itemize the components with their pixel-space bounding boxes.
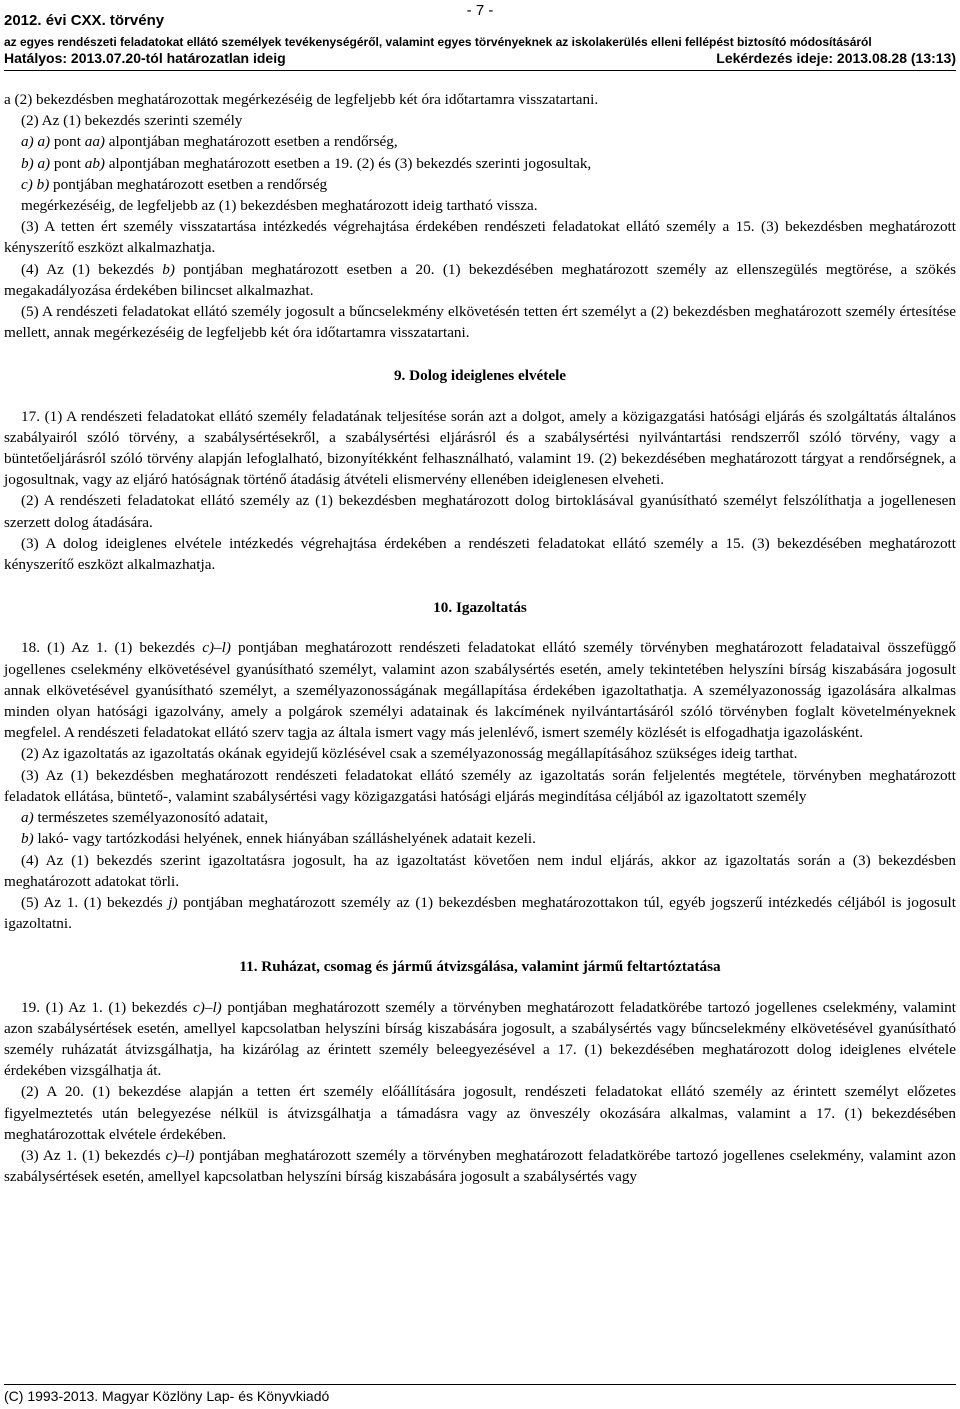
text-run: természetes személyazonosító adatait, xyxy=(33,809,269,827)
paragraph: (3) A tetten ért személy visszatartása intézkedés végrehajtása érdekében rendészeti feladatokat ellátó személy a 15. (3) bekezdésben meghatározott kényszerítő eszközt alkalmazhatja. xyxy=(4,218,956,257)
text-run: (3) Az 1. (1) bekezdés xyxy=(21,1146,166,1164)
paragraph xyxy=(4,1145,956,1187)
paragraph xyxy=(4,892,956,934)
list-item xyxy=(4,153,956,174)
item-marker: b) xyxy=(162,260,175,278)
text-run: pont xyxy=(50,154,85,172)
item-marker: j) xyxy=(168,893,178,911)
effective-date: Hatályos: 2013.07.20-tól határozatlan ideig xyxy=(4,50,286,66)
item-marker: c) b) xyxy=(21,175,50,193)
item-marker: a) a) xyxy=(21,133,51,151)
text-run: alpontjában meghatározott esetben a 19. (2) és (3) bekezdés szerinti jogosultak, xyxy=(104,154,592,172)
paragraph: (2) Az (1) bekezdés szerinti személy xyxy=(21,112,243,130)
text-run: 18. (1) Az 1. (1) bekezdés xyxy=(21,639,203,657)
list-item xyxy=(4,828,956,849)
paragraph xyxy=(4,997,956,1082)
item-marker: c)–l) xyxy=(165,1146,195,1164)
item-marker: b) xyxy=(21,830,34,848)
paragraph: megérkezéséig, de legfeljebb az (1) bekezdésben meghatározott ideig tartható vissza. xyxy=(21,197,538,215)
spacer xyxy=(4,934,956,956)
paragraph: (2) Az igazoltatás az igazoltatás okának egyidejű közlésével csak a személyazonosság megállapításához szükséges ideig tarthat. xyxy=(21,745,798,763)
item-marker: b) a) xyxy=(21,154,51,172)
text-run: pontjában meghatározott esetben a 20. (1) bekezdésében meghatározott személy az ellenszegülés megtörése, a szökés megakadályozása érdekében bilincset alkalmazhat. xyxy=(4,260,956,299)
item-marker: ab) xyxy=(84,154,105,172)
law-title: 2012. évi CXX. törvény xyxy=(4,12,165,29)
paragraph: (2) A 20. (1) bekezdése alapján a tetten ért személy előállítására jogosult, rendészeti feladatokat ellátó személy az érintett személyt előzetes figyelmeztetés után belegyezése nélkül is átvizsgálhatja a támadásra vagy az önveszély okozására alkalmas, valamint a 17. (1) bekezdésében meghatározottak elvétele érdekében. xyxy=(4,1083,956,1143)
paragraph: (5) A rendészeti feladatokat ellátó személy jogosult a bűncselekmény elkövetésén tetten ért személyt a (2) bekezdésben meghatározott személy értesítése mellett, annak megérkezéséig de legfeljebb két óra időtartamra visszatartani. xyxy=(4,303,956,342)
header-rule xyxy=(4,70,956,71)
text-run: pontjában meghatározott személy az (1) bekezdésben meghatározottakon túl, egyéb jogszerű intézkedés céljából is jogosult igazoltatni. xyxy=(4,893,957,933)
text-run: pontjában meghatározott személy a törvényben meghatározott feladatkörébe tartozó jogellenes cselekmény, valamint azon szabálysértések esetén, amellyel kapcsolatban helyszíni bírság kiszabására jogosult, a szabálysértés vagy bűncselekmény elkövetésével gyanúsítható személy ruházatát átvizsgálhatja, ha kizárólag az érintett személy beleegyezésével a 17. (1) bekezdésében meghatározott dolog ideiglenes elvétele érdekében vizsgálhatja át. xyxy=(4,998,956,1080)
footer-rule xyxy=(4,1384,956,1385)
page-number: - 7 - xyxy=(466,2,494,19)
list-item xyxy=(4,807,956,828)
paragraph: a (2) bekezdésben meghatározottak megérkezéséig de legfeljebb két óra időtartamra visszatartani. xyxy=(4,91,599,108)
list-item xyxy=(4,174,956,195)
section-title: 9. Dolog ideiglenes elvétele xyxy=(393,367,567,385)
paragraph: (3) Az (1) bekezdésben meghatározott rendészeti feladatokat ellátó személy az igazoltatás során feljelentés megtétele, törvényben meghatározott feladatok ellátása, büntető-, valamint szabálysértési vagy közigazgatási hatósági eljárás megindítása céljából az igazoltatott személy xyxy=(4,766,956,805)
paragraph: 17. (1) A rendészeti feladatokat ellátó személy feladatának teljesítése során azt a dolgot, amely a közigazgatási hatósági eljárás és szolgáltatás általános szabályairól szóló törvény, a szabálysértésekről, a szabálysértési eljárásról és a szabálysértési nyilvántartási rendszerről szóló törvény, vagy a büntetőeljárásról szóló törvény alapján lefoglalható, bizonyítékként felhasználható, valamint 19. (2) bekezdésében meghatározott tárgyat a rendőrségnek, a jogosultnak, vagy az eljáró hatóságnak történő átadásig átvételi elismervény ellenében ideiglenesen elveheti. xyxy=(4,407,956,489)
text-run: (4) Az (1) bekezdés xyxy=(21,260,163,278)
section-title: 10. Igazoltatás xyxy=(433,599,527,617)
spacer xyxy=(4,387,956,406)
paragraph: (4) Az (1) bekezdés szerint igazoltatásra jogosult, ha az igazoltatást követően nem indul eljárás, akkor az igazoltatás során a (3) bekezdésben meghatározott adatokat törli. xyxy=(4,851,956,890)
text-run: alpontjában meghatározott esetben a rendőrség, xyxy=(104,133,398,151)
text-run: pontjában meghatározott esetben a rendőrség xyxy=(49,175,328,193)
item-marker: aa) xyxy=(84,133,105,151)
paragraph xyxy=(4,637,956,743)
text-run: 19. (1) Az 1. (1) bekezdés xyxy=(21,998,194,1016)
law-subtitle: az egyes rendészeti feladatokat ellátó személyek tevékenységéről, valamint egyes törvényeknek az iskolakerülés elleni fellépést biztosító módosításáról xyxy=(4,35,872,49)
document-body xyxy=(4,89,956,1187)
paragraph: (2) A rendészeti feladatokat ellátó személy az (1) bekezdésben meghatározott dolog birtoklásával gyanúsítható személyt felszólíthatja a jogellenesen szerzett dolog átadására. xyxy=(4,492,956,531)
paragraph: (3) A dolog ideiglenes elvétele intézkedés végrehajtása érdekében a rendészeti feladatokat ellátó személy a 15. (3) bekezdésében meghatározott kényszerítő eszközt alkalmazhatja. xyxy=(4,534,956,574)
text-run: (5) Az 1. (1) bekezdés xyxy=(21,893,169,911)
list-item xyxy=(4,131,956,152)
text-run: pont xyxy=(50,133,85,151)
item-marker: c)–l) xyxy=(202,639,231,657)
spacer xyxy=(4,575,956,597)
spacer xyxy=(4,343,956,365)
page-footer: (C) 1993-2013. Magyar Közlöny Lap- és Könyvkiadó xyxy=(4,1388,330,1404)
paragraph xyxy=(4,259,956,301)
query-date: Lekérdezés ideje: 2013.08.28 (13:13) xyxy=(716,50,956,66)
header-dates xyxy=(4,50,956,68)
item-marker: a) xyxy=(21,809,34,827)
text-run: lakó- vagy tartózkodási helyének, ennek hiányában szálláshelyének adatait kezeli. xyxy=(33,830,536,848)
spacer xyxy=(4,978,956,997)
text-run: pontjában meghatározott személy a törvényben meghatározott feladatkörébe tartozó jogellenes cselekmény, valamint azon szabálysértések esetén, amellyel kapcsolatban helyszíni bírság kiszabására jogosult a szabálysértés vagy xyxy=(4,1146,956,1186)
item-marker: c)–l) xyxy=(193,998,222,1016)
spacer xyxy=(4,618,956,637)
section-title: 11. Ruházat, csomag és jármű átvizsgálása, valamint jármű feltartóztatása xyxy=(239,958,721,976)
text-run: pontjában meghatározott rendészeti feladatokat ellátó személy törvényben meghatározott feladataival összefüggő jogellenes cselekmény elkövetésével gyanúsítható személyt, valamint azon szabálysértés esetén, amely tekintetében helyszíni bírság kiszabására jogosult annak elkövetésével gyanúsítható személyt, a személyazonosságának megállapítása érdekében igazoltathatja. A személyazonosság igazolására alkalmas minden olyan hatósági igazolvány, amely a polgárok személyi adatainak és lakcímének nyilvántartásáról szóló törvényben foglalt követelményeknek megfelel. A rendészeti feladatokat ellátó szerv tagja az általa ismert vagy más jelenlévő, ismert személy közlését is elfogadhatja igazolásként. xyxy=(4,639,956,742)
